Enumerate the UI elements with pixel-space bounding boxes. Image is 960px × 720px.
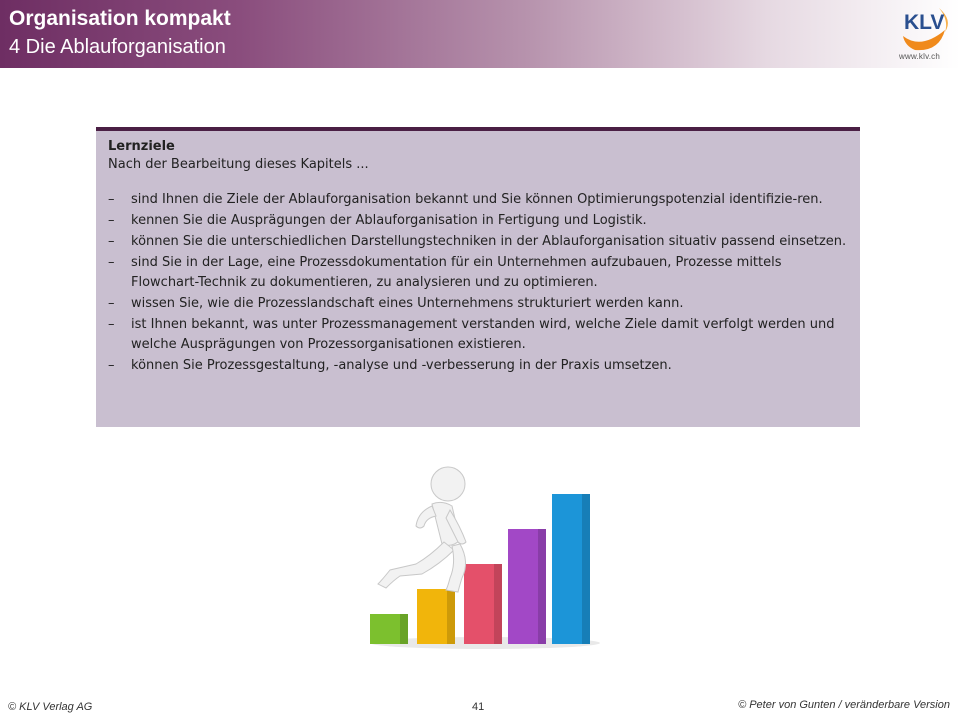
objective-text: können Sie Prozessgestaltung, -analyse und -verbesserung in der Praxis umsetzen. <box>131 358 672 373</box>
objective-text: kennen Sie die Ausprägungen der Ablauforganisation in Fertigung und Logistik. <box>131 213 647 228</box>
figure-climbing-bar-chart-icon <box>360 460 610 652</box>
objective-text: wissen Sie, wie die Prozesslandschaft eines Unternehmens strukturiert werden kann. <box>131 296 684 311</box>
list-item <box>108 294 848 314</box>
dash-bullet: – <box>108 234 115 249</box>
list-item <box>108 232 848 252</box>
objective-text: sind Ihnen die Ziele der Ablauforganisation bekannt und Sie können Optimierungspotenzial identifizie-ren. <box>131 192 823 207</box>
objectives-intro: Nach der Bearbeitung dieses Kapitels ... <box>108 157 369 172</box>
list-item <box>108 356 848 376</box>
list-item <box>108 190 848 210</box>
page-number: 41 <box>472 701 485 713</box>
footer-copyright: © KLV Verlag AG <box>8 701 93 713</box>
klv-logo-icon <box>895 2 955 54</box>
objective-text: können Sie die unterschiedlichen Darstellungstechniken in der Ablauforganisation situativ passend einsetzen. <box>131 234 847 249</box>
illustration-bar-shade <box>582 494 590 644</box>
objectives-list <box>108 190 848 376</box>
dash-bullet: – <box>108 192 115 207</box>
dash-bullet: – <box>108 358 115 373</box>
dash-bullet: – <box>108 255 115 270</box>
learning-objectives-box <box>96 127 860 427</box>
list-item <box>108 315 848 355</box>
list-item <box>108 211 848 231</box>
list-item <box>108 253 848 293</box>
dash-bullet: – <box>108 317 115 332</box>
illustration-bar-shade <box>494 564 502 644</box>
dash-bullet: – <box>108 296 115 311</box>
slide-subtitle: 4 Die Ablauforganisation <box>9 36 226 58</box>
objectives-heading: Lernziele <box>108 139 175 154</box>
footer-author: © Peter von Gunten / veränderbare Version <box>738 699 950 711</box>
slide-header <box>0 0 960 68</box>
logo-text: KLV <box>904 11 945 34</box>
objective-text: ist Ihnen bekannt, was unter Prozessmanagement verstanden wird, welche Ziele damit verfolgt werden und welche Ausprägungen von Prozessorganisationen existieren. <box>131 317 835 352</box>
slide-title: Organisation kompakt <box>9 7 231 30</box>
illustration-bar-shade <box>400 614 408 644</box>
objective-text: sind Sie in der Lage, eine Prozessdokumentation für ein Unternehmen aufzubauen, Prozesse mittels Flowchart-Technik zu dokumentieren, zu analysieren und zu optimieren. <box>131 255 782 290</box>
website-url: www.klv.ch <box>899 52 940 61</box>
illustration-bar-shade <box>447 589 455 644</box>
illustration-bar-shade <box>538 529 546 644</box>
dash-bullet: – <box>108 213 115 228</box>
